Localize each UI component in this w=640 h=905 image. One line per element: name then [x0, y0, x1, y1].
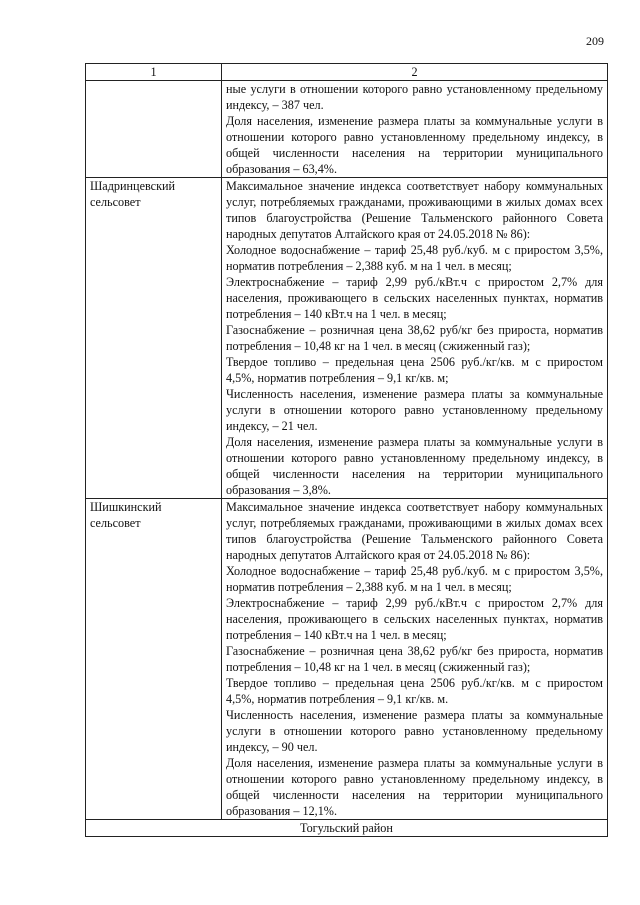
paragraph: Численность населения, изменение размера платы за коммунальные услуги в отношении которого равно установленному предельному индексу, – 21 чел. [226, 387, 603, 433]
paragraph: Газоснабжение – розничная цена 38,62 руб/кг без прироста, норматив потребления – 10,48 кг на 1 чел. в месяц (сжиженный газ); [226, 644, 603, 674]
paragraph: Холодное водоснабжение – тариф 25,48 руб./куб. м с приростом 3,5%, норматив потребления – 2,388 куб. м на 1 чел. в месяц; [226, 564, 603, 594]
paragraph: Холодное водоснабжение – тариф 25,48 руб./куб. м с приростом 3,5%, норматив потребления – 2,388 куб. м на 1 чел. в месяц; [226, 243, 603, 273]
table-header-row [86, 64, 608, 81]
municipality-type: сельсовет [90, 195, 141, 209]
municipality-name: Шадринцевский [90, 179, 176, 193]
section-title: Тогульский район [86, 820, 608, 837]
header-cell-2: 2 [222, 64, 608, 81]
indices-table [85, 63, 608, 837]
municipality-type: сельсовет [90, 516, 141, 530]
table-row-shadrintsevsky [86, 178, 608, 499]
description-cell [222, 81, 608, 178]
paragraph: Доля населения, изменение размера платы за коммунальные услуги в отношении которого равно установленному предельному индексу, в общей численности населения на территории муниципального образования – 12,1%. [226, 756, 603, 818]
paragraph: Газоснабжение – розничная цена 38,62 руб/кг без прироста, норматив потребления – 10,48 кг на 1 чел. в месяц (сжиженный газ); [226, 323, 603, 353]
municipality-cell [86, 81, 222, 178]
header-cell-1: 1 [86, 64, 222, 81]
paragraph: Численность населения, изменение размера платы за коммунальные услуги в отношении которого равно установленному предельному индексу, – 90 чел. [226, 708, 603, 754]
paragraph: Доля населения, изменение размера платы за коммунальные услуги в отношении которого равно установленному предельному индексу, в общей численности населения на территории муниципального образования – 63,4%. [226, 114, 603, 176]
municipality-cell [86, 178, 222, 499]
paragraph: ные услуги в отношении которого равно установленному предельному индексу, – 387 чел. [226, 82, 603, 112]
paragraph: Максимальное значение индекса соответствует набору коммунальных услуг, потребляемых гражданами, проживающими в жилых домах всех типов благоустройства (Решение Тальменского районного Совета народных депутатов Алтайского края от 24.05.2018 № 86): [226, 500, 603, 562]
section-row [86, 820, 608, 837]
municipality-cell [86, 499, 222, 820]
table-row-shishkinsky [86, 499, 608, 820]
description-cell [222, 178, 608, 499]
municipality-name: Шишкинский [90, 500, 162, 514]
paragraph: Электроснабжение – тариф 2,99 руб./кВт.ч с приростом 2,7% для населения, проживающего в сельских населенных пунктах, норматив потребления – 140 кВт.ч на 1 чел. в месяц; [226, 596, 603, 642]
page-number: 209 [586, 34, 604, 48]
paragraph: Электроснабжение – тариф 2,99 руб./кВт.ч с приростом 2,7% для населения, проживающего в сельских населенных пунктах, норматив потребления – 140 кВт.ч на 1 чел. в месяц; [226, 275, 603, 321]
table-row-continuation [86, 81, 608, 178]
paragraph: Максимальное значение индекса соответствует набору коммунальных услуг, потребляемых гражданами, проживающими в жилых домах всех типов благоустройства (Решение Тальменского районного Совета народных депутатов Алтайского края от 24.05.2018 № 86): [226, 179, 603, 241]
paragraph: Доля населения, изменение размера платы за коммунальные услуги в отношении которого равно установленному предельному индексу, в общей численности населения на территории муниципального образования – 3,8%. [226, 435, 603, 497]
paragraph: Твердое топливо – предельная цена 2506 руб./кг/кв. м с приростом 4,5%, норматив потребления – 9,1 кг/кв. м; [226, 355, 603, 385]
paragraph: Твердое топливо – предельная цена 2506 руб./кг/кв. м с приростом 4,5%, норматив потребления – 9,1 кг/кв. м. [226, 676, 603, 706]
description-cell [222, 499, 608, 820]
